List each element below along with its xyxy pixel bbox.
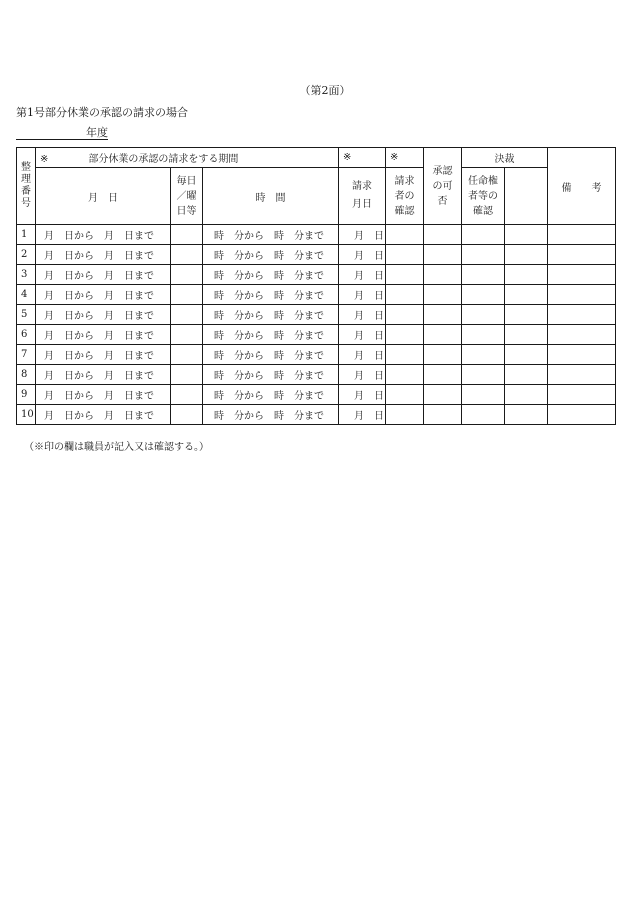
request-date-cell[interactable]: 月 日 <box>339 305 386 325</box>
time-header: 時 間 <box>203 168 339 225</box>
decision-cell[interactable] <box>505 345 548 365</box>
time-range-cell[interactable]: 時 分から 時 分まで <box>203 305 339 325</box>
table-row <box>17 285 616 305</box>
approval-cell[interactable] <box>424 345 462 365</box>
year-label: 年度 <box>86 126 108 139</box>
form-title: 第1号部分休業の承認の請求の場合 <box>16 106 188 119</box>
decision-cell[interactable] <box>505 245 548 265</box>
requester-confirm-cell[interactable] <box>386 345 424 365</box>
requester-confirm-cell[interactable] <box>386 225 424 245</box>
weekday-cell[interactable] <box>171 345 203 365</box>
month-day-header: 月 日 <box>36 168 171 225</box>
row-number: 1 <box>17 225 36 245</box>
date-range-cell[interactable]: 月 日から 月 日まで <box>36 365 171 385</box>
approval-cell[interactable] <box>424 265 462 285</box>
remarks-cell[interactable] <box>548 305 616 325</box>
request-date-cell[interactable]: 月 日 <box>339 325 386 345</box>
weekday-cell[interactable] <box>171 285 203 305</box>
table-row <box>17 385 616 405</box>
appointing-confirm-cell[interactable] <box>462 265 505 285</box>
serial-no-header: 整理番号 <box>17 148 36 225</box>
time-range-cell[interactable]: 時 分から 時 分まで <box>203 405 339 425</box>
appointing-confirm-cell[interactable] <box>462 365 505 385</box>
approval-cell[interactable] <box>424 405 462 425</box>
approval-cell[interactable] <box>424 285 462 305</box>
date-range-cell[interactable]: 月 日から 月 日まで <box>36 305 171 325</box>
date-range-cell[interactable]: 月 日から 月 日まで <box>36 225 171 245</box>
remarks-cell[interactable] <box>548 225 616 245</box>
date-range-cell[interactable]: 月 日から 月 日まで <box>36 385 171 405</box>
row-number: 6 <box>17 325 36 345</box>
appointing-confirm-cell[interactable] <box>462 305 505 325</box>
table-row <box>17 305 616 325</box>
period-header <box>36 148 339 168</box>
kome-mark-request: ※ <box>339 148 386 168</box>
table-row <box>17 265 616 285</box>
table-row <box>17 365 616 385</box>
remarks-cell[interactable] <box>548 325 616 345</box>
table-row <box>17 405 616 425</box>
row-number: 9 <box>17 385 36 405</box>
date-range-cell[interactable]: 月 日から 月 日まで <box>36 265 171 285</box>
requester-confirm-cell[interactable] <box>386 385 424 405</box>
weekday-cell[interactable] <box>171 325 203 345</box>
requester-confirm-cell[interactable] <box>386 405 424 425</box>
weekday-cell[interactable] <box>171 265 203 285</box>
appointing-confirm-cell[interactable] <box>462 245 505 265</box>
decision-blank-cell[interactable] <box>505 168 548 225</box>
requester-confirm-cell[interactable] <box>386 265 424 285</box>
row-number: 2 <box>17 245 36 265</box>
time-range-cell[interactable]: 時 分から 時 分まで <box>203 285 339 305</box>
request-date-cell[interactable]: 月 日 <box>339 225 386 245</box>
approval-cell[interactable] <box>424 365 462 385</box>
remarks-cell[interactable] <box>548 365 616 385</box>
weekday-header: 毎日／曜日等 <box>171 168 203 225</box>
appointing-confirm-header: 任命権者等の確認 <box>462 168 505 225</box>
decision-cell[interactable] <box>505 365 548 385</box>
weekday-cell[interactable] <box>171 405 203 425</box>
request-date-cell[interactable]: 月 日 <box>339 345 386 365</box>
time-range-cell[interactable]: 時 分から 時 分まで <box>203 225 339 245</box>
appointing-confirm-cell[interactable] <box>462 325 505 345</box>
decision-header: 決裁 <box>462 148 548 168</box>
decision-cell[interactable] <box>505 305 548 325</box>
remarks-cell[interactable] <box>548 285 616 305</box>
request-date-header: 請求月日 <box>339 168 386 225</box>
time-range-cell[interactable]: 時 分から 時 分まで <box>203 345 339 365</box>
weekday-cell[interactable] <box>171 245 203 265</box>
requester-confirm-header: 請求者の確認 <box>386 168 424 225</box>
appointing-confirm-cell[interactable] <box>462 285 505 305</box>
remarks-header: 備 考 <box>548 148 616 225</box>
requester-confirm-cell[interactable] <box>386 325 424 345</box>
request-date-cell[interactable]: 月 日 <box>339 385 386 405</box>
request-date-cell[interactable]: 月 日 <box>339 405 386 425</box>
request-date-cell[interactable]: 月 日 <box>339 365 386 385</box>
row-number: 4 <box>17 285 36 305</box>
approval-cell[interactable] <box>424 225 462 245</box>
requester-confirm-cell[interactable] <box>386 245 424 265</box>
row-number: 7 <box>17 345 36 365</box>
row-number: 8 <box>17 365 36 385</box>
appointing-confirm-cell[interactable] <box>462 225 505 245</box>
row-number: 10 <box>17 405 36 425</box>
decision-cell[interactable] <box>505 285 548 305</box>
time-range-cell[interactable]: 時 分から 時 分まで <box>203 365 339 385</box>
requester-confirm-cell[interactable] <box>386 305 424 325</box>
approval-cell[interactable] <box>424 325 462 345</box>
period-title: 部分休業の承認の請求をする期間 <box>88 154 239 165</box>
decision-cell[interactable] <box>505 265 548 285</box>
remarks-cell[interactable] <box>548 405 616 425</box>
approval-cell[interactable] <box>424 305 462 325</box>
time-range-cell[interactable]: 時 分から 時 分まで <box>203 245 339 265</box>
remarks-cell[interactable] <box>548 265 616 285</box>
date-range-cell[interactable]: 月 日から 月 日まで <box>36 325 171 345</box>
date-range-cell[interactable]: 月 日から 月 日まで <box>36 345 171 365</box>
decision-cell[interactable] <box>505 405 548 425</box>
date-range-cell[interactable]: 月 日から 月 日まで <box>36 285 171 305</box>
table-row <box>17 325 616 345</box>
appointing-confirm-cell[interactable] <box>462 405 505 425</box>
weekday-cell[interactable] <box>171 365 203 385</box>
request-date-cell[interactable]: 月 日 <box>339 285 386 305</box>
row-number: 3 <box>17 265 36 285</box>
appointing-confirm-cell[interactable] <box>462 385 505 405</box>
table-row <box>17 245 616 265</box>
request-date-cell[interactable]: 月 日 <box>339 245 386 265</box>
decision-cell[interactable] <box>505 225 548 245</box>
year-field[interactable] <box>16 126 108 140</box>
page-number: （第2面） <box>299 84 351 97</box>
table-row <box>17 225 616 245</box>
weekday-cell[interactable] <box>171 225 203 245</box>
time-range-cell[interactable]: 時 分から 時 分まで <box>203 265 339 285</box>
approval-header: 承認の可否 <box>424 148 462 225</box>
remarks-cell[interactable] <box>548 345 616 365</box>
weekday-cell[interactable] <box>171 305 203 325</box>
requester-confirm-cell[interactable] <box>386 365 424 385</box>
approval-cell[interactable] <box>424 385 462 405</box>
weekday-cell[interactable] <box>171 385 203 405</box>
date-range-cell[interactable]: 月 日から 月 日まで <box>36 405 171 425</box>
remarks-cell[interactable] <box>548 385 616 405</box>
approval-cell[interactable] <box>424 245 462 265</box>
time-range-cell[interactable]: 時 分から 時 分まで <box>203 325 339 345</box>
date-range-cell[interactable]: 月 日から 月 日まで <box>36 245 171 265</box>
request-date-cell[interactable]: 月 日 <box>339 265 386 285</box>
remarks-cell[interactable] <box>548 245 616 265</box>
decision-cell[interactable] <box>505 325 548 345</box>
row-number: 5 <box>17 305 36 325</box>
decision-cell[interactable] <box>505 385 548 405</box>
table-row <box>17 345 616 365</box>
appointing-confirm-cell[interactable] <box>462 345 505 365</box>
time-range-cell[interactable]: 時 分から 時 分まで <box>203 385 339 405</box>
kome-mark-requester: ※ <box>386 148 424 168</box>
kome-mark: ※ <box>40 154 49 165</box>
footnote: （※印の欄は職員が記入又は確認する。） <box>24 442 209 453</box>
requester-confirm-cell[interactable] <box>386 285 424 305</box>
request-table <box>16 147 616 425</box>
